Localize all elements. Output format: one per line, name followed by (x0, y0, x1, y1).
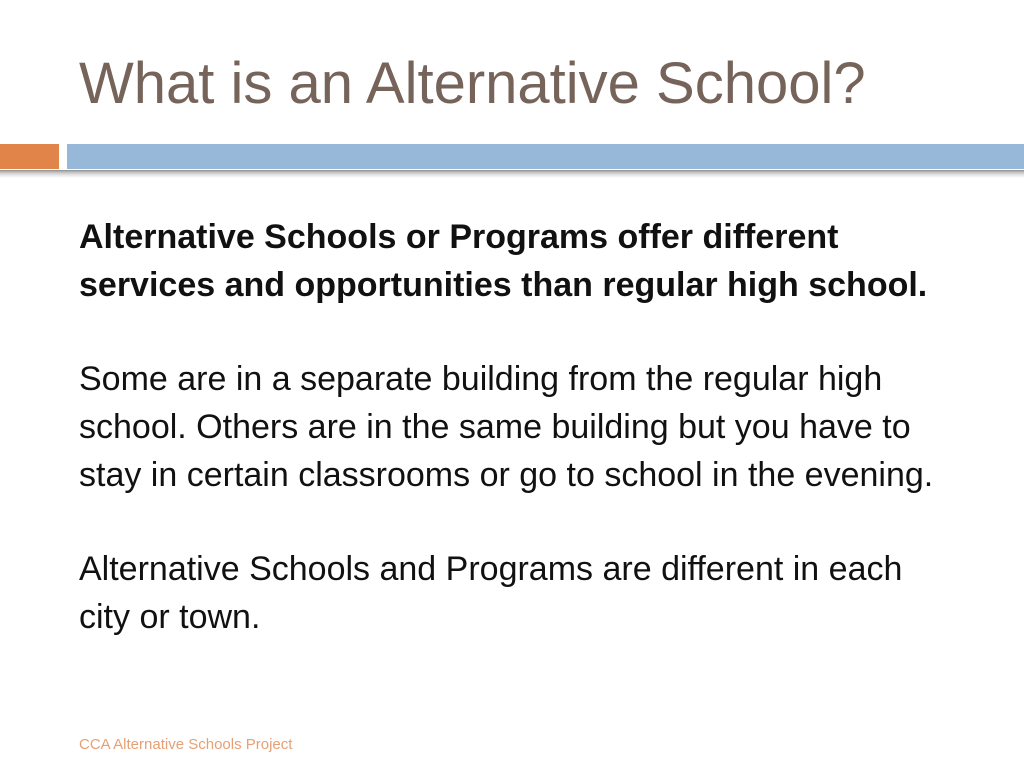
body-paragraph-locations: Some are in a separate building from the regular high school. Others are in the same building but you have to stay in certain classrooms or go to school in the evening. (79, 360, 934, 494)
slide-body (79, 213, 959, 641)
accent-bar-shadow (0, 170, 1024, 178)
body-paragraph-variation: Alternative Schools and Programs are different in each city or town. (79, 550, 903, 636)
slide-footer: CCA Alternative Schools Project (79, 736, 293, 753)
accent-bar-blue (67, 144, 1024, 169)
body-paragraph-intro: Alternative Schools or Programs offer different services and opportunities than regular high school. (79, 218, 928, 304)
slide-title: What is an Alternative School? (79, 51, 866, 116)
accent-bar-orange (0, 144, 59, 169)
